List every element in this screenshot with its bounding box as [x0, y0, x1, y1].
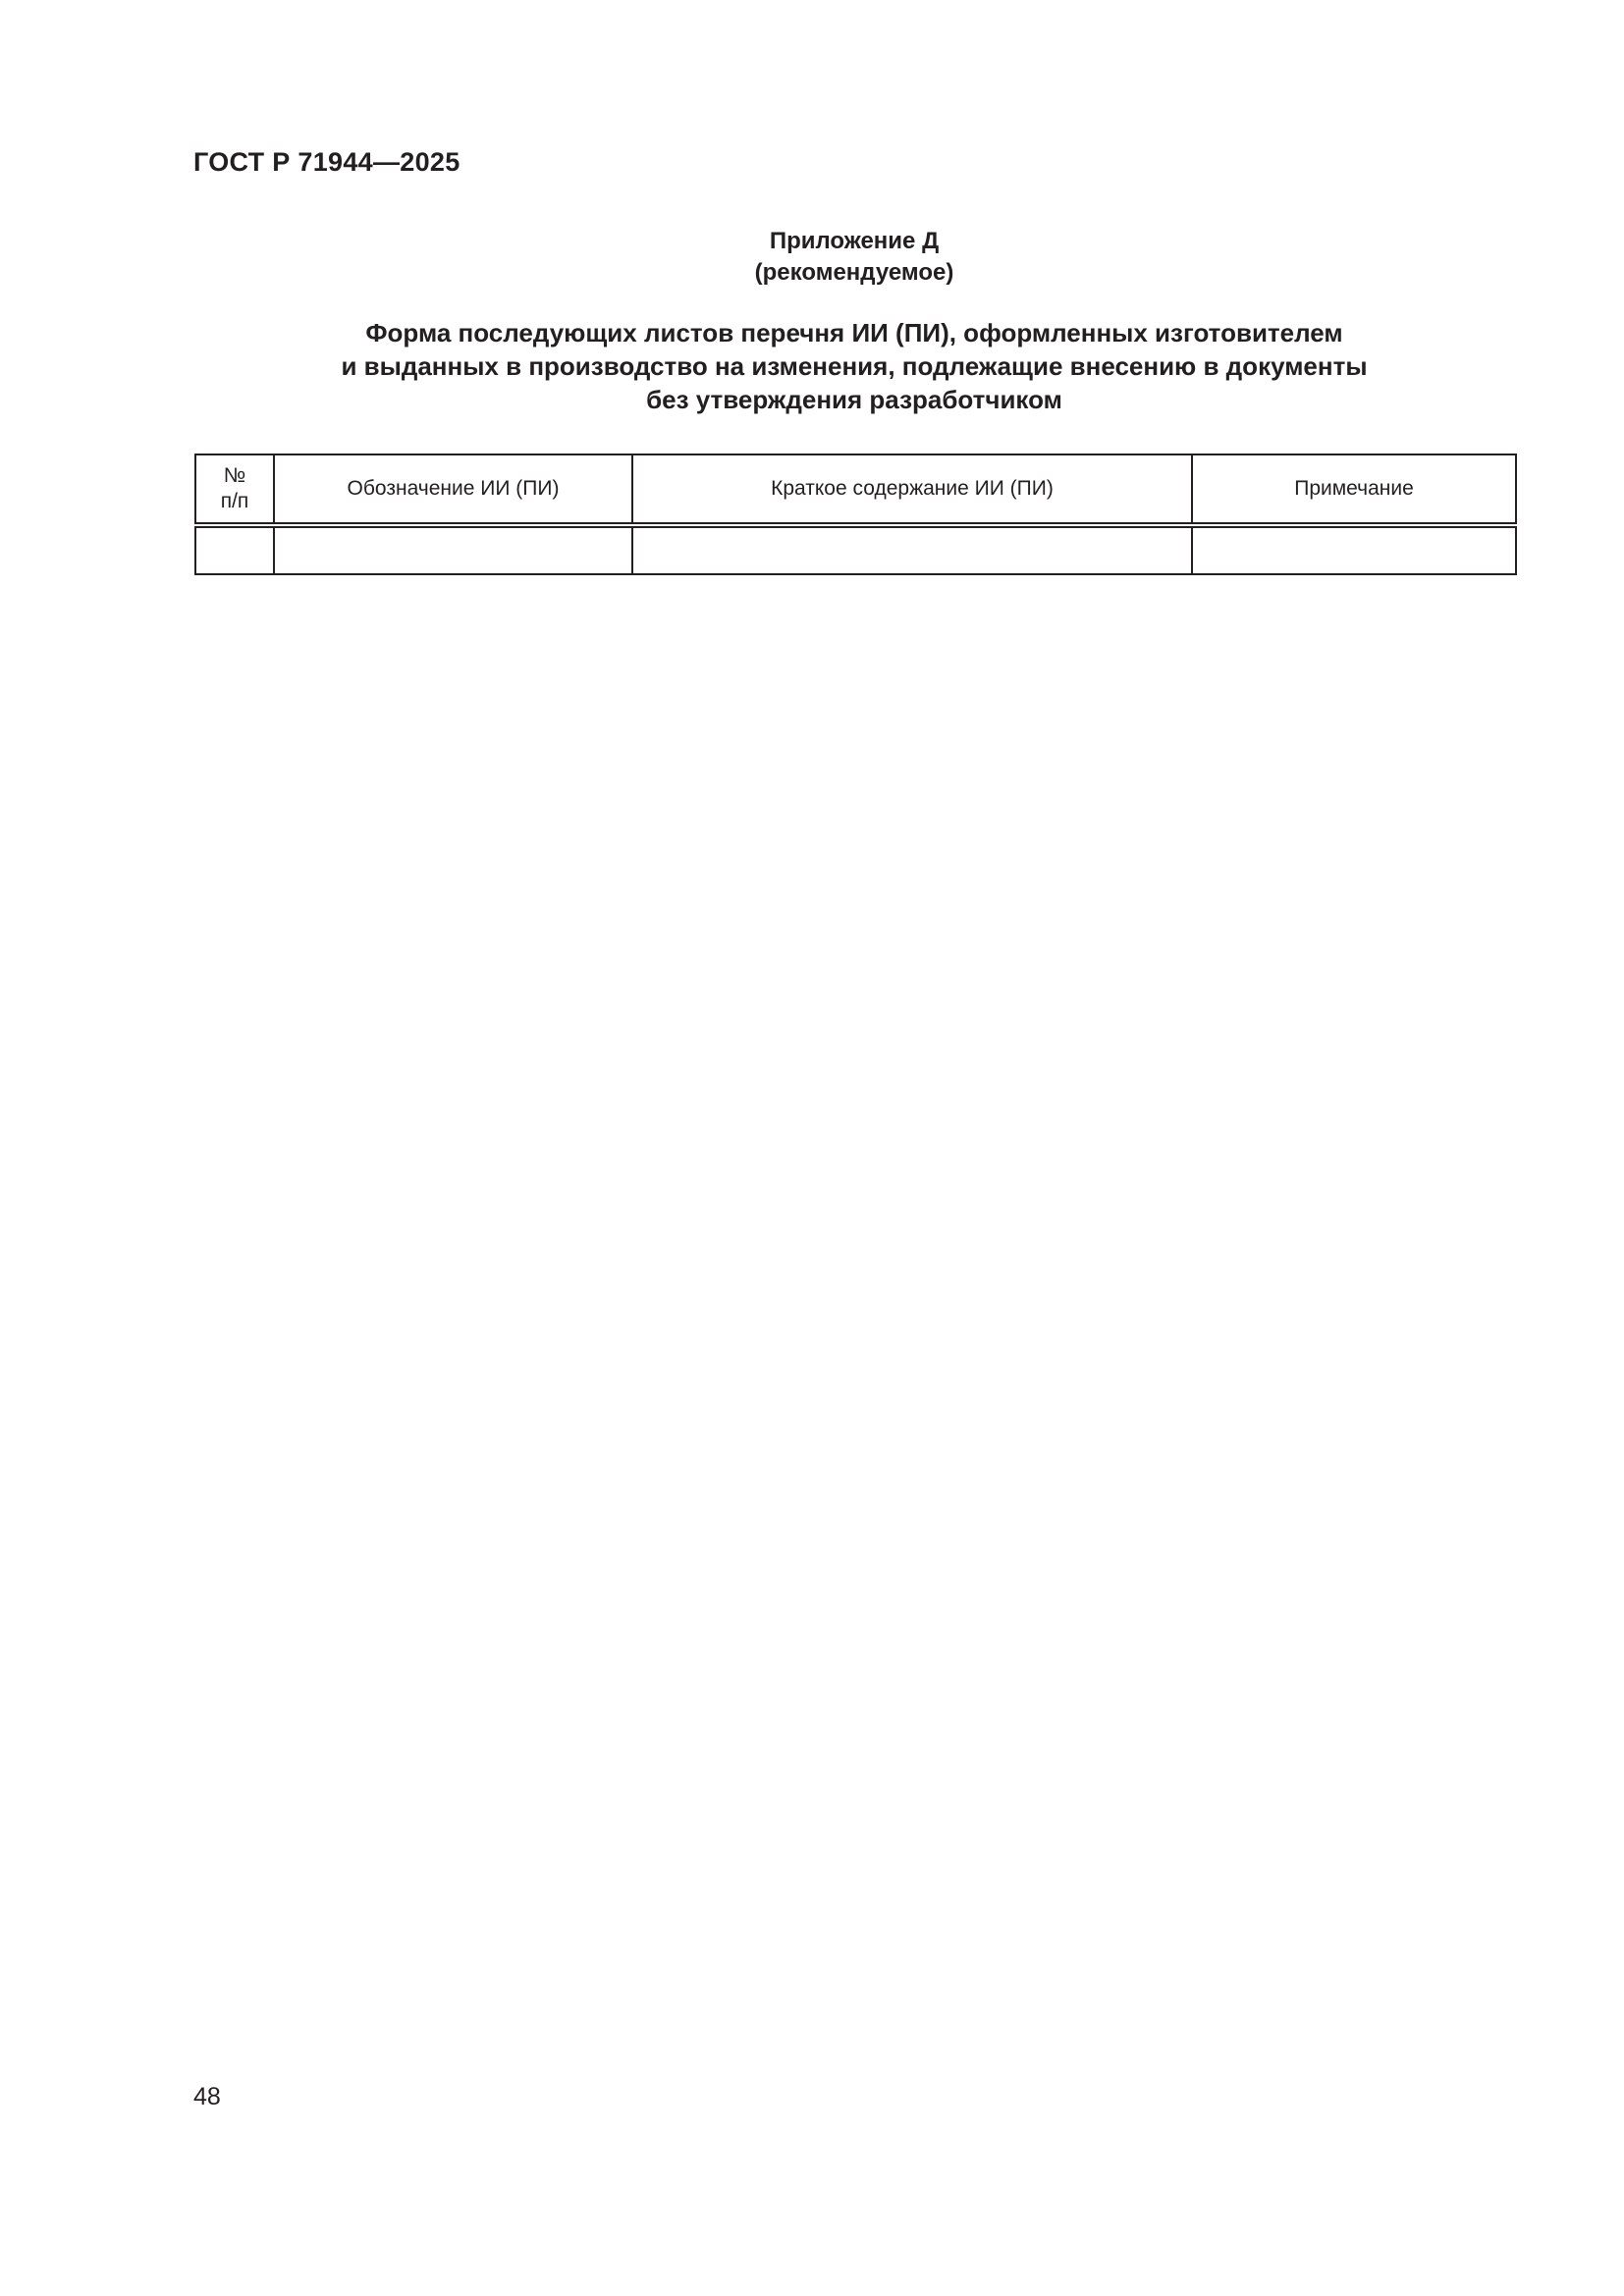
appendix-status: (рекомендуемое) [754, 259, 954, 286]
column-header-number [195, 454, 274, 525]
table-row [195, 525, 1516, 574]
appendix-title: Приложение Д [769, 228, 940, 254]
column-header-number-symbol: № [223, 464, 246, 487]
column-header-number-abbr: п/п [220, 490, 249, 512]
form-title-line-2: и выданных в производство на изменения, подлежащие внесению в документы [341, 351, 1368, 381]
table-cell-number [195, 525, 274, 574]
appendix-heading [0, 226, 1624, 289]
form-title [0, 316, 1624, 416]
form-title-line-1: Форма последующих листов перечня ИИ (ПИ), оформленных изготовителем [365, 318, 1343, 347]
table-cell-note [1192, 525, 1516, 574]
form-title-line-3: без утверждения разработчиком [646, 385, 1062, 414]
column-header-note: Примечание [1192, 454, 1516, 525]
document-code: ГОСТ Р 71944—2025 [193, 147, 460, 177]
form-table [194, 454, 1517, 575]
page-number: 48 [193, 2083, 221, 2110]
table-header-row [195, 454, 1516, 525]
table-cell-designation [274, 525, 632, 574]
table-cell-summary [632, 525, 1192, 574]
column-header-designation: Обозначение ИИ (ПИ) [274, 454, 632, 525]
column-header-summary: Краткое содержание ИИ (ПИ) [632, 454, 1192, 525]
